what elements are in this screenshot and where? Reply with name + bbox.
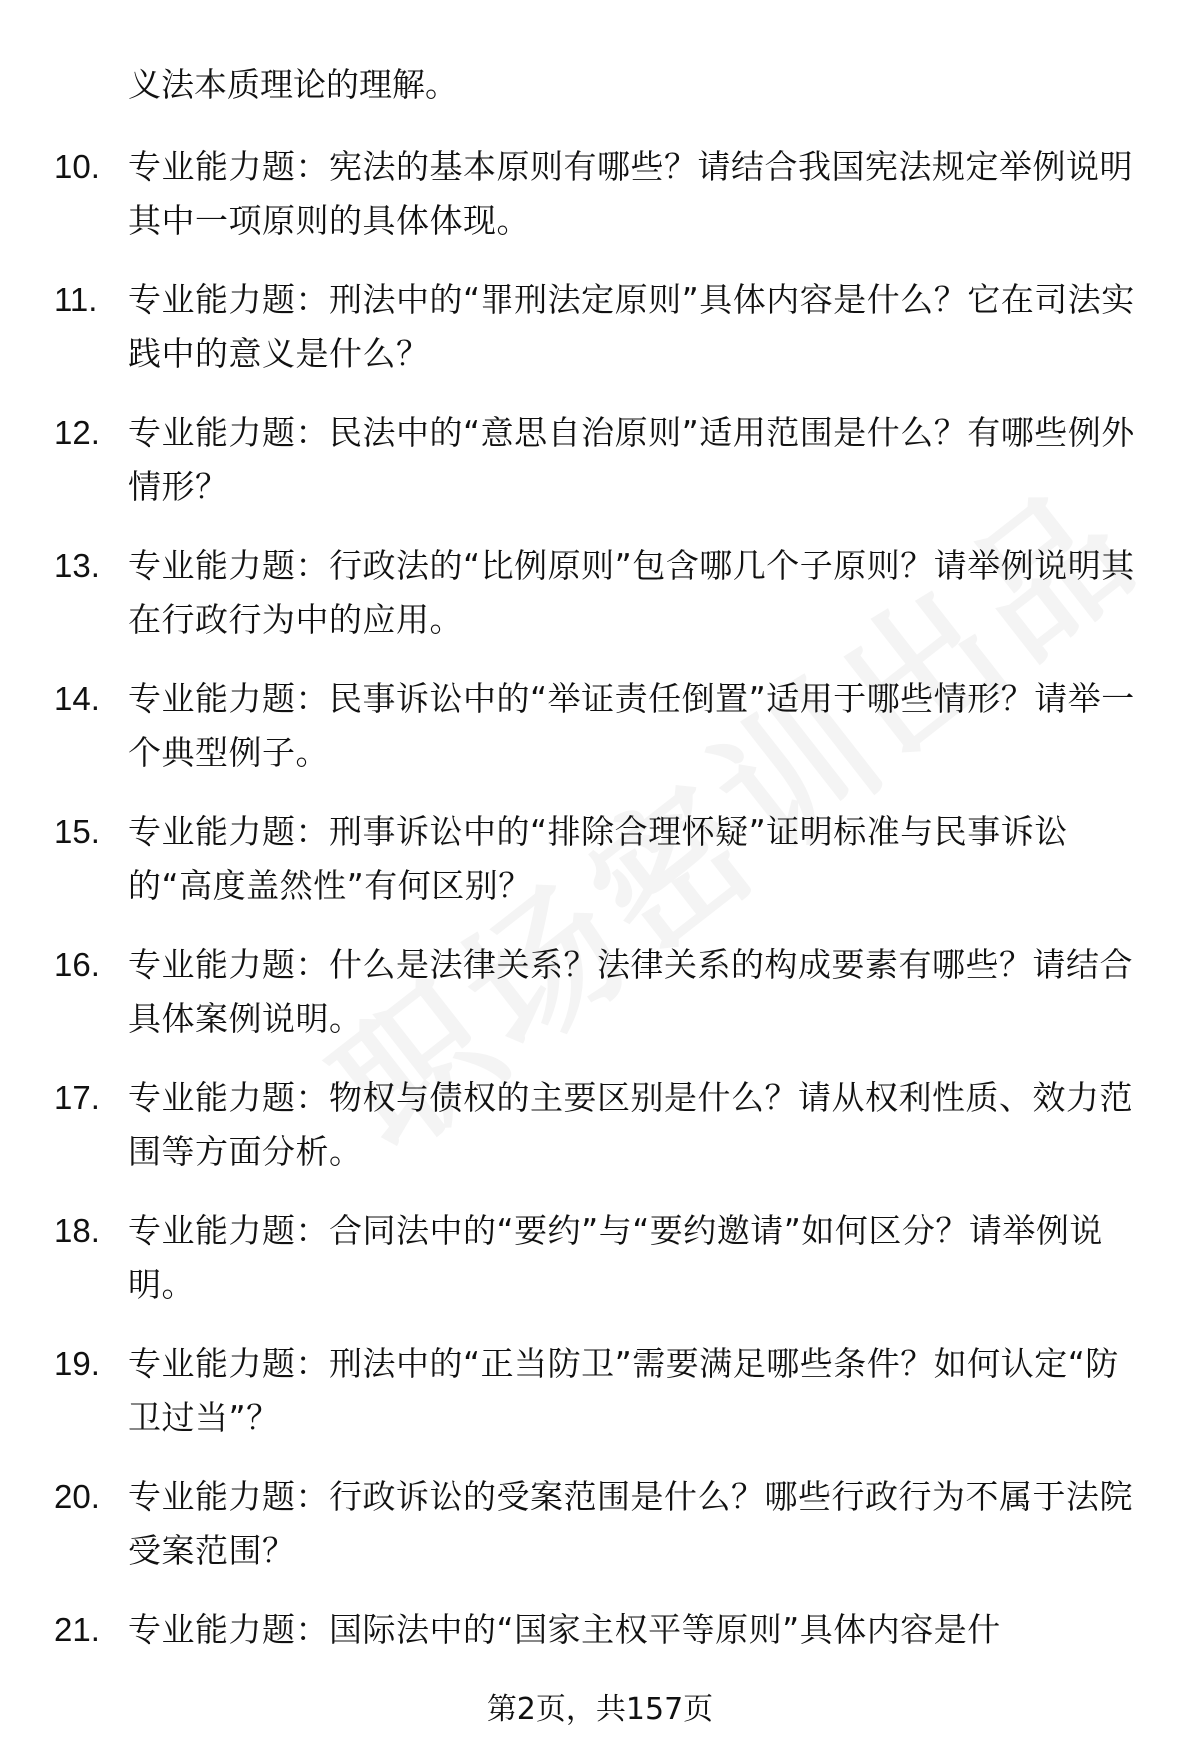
list-item [0,273,1200,381]
list-item [0,1603,1200,1657]
item-number: 14. [54,680,100,717]
list-item [0,1337,1200,1445]
question-list [0,140,1200,1682]
item-text: 专业能力题：民法中的“意思自治原则”适用范围是什么？有哪些例外情形？ [128,413,1135,506]
list-item [0,406,1200,514]
list-item [0,672,1200,780]
item-text: 专业能力题：宪法的基本原则有哪些？请结合我国宪法规定举例说明其中一项原则的具体体现。 [128,147,1133,240]
list-item [0,938,1200,1046]
list-item [0,140,1200,248]
item-number: 12. [54,414,100,451]
item-number: 11. [54,281,98,318]
item-text: 专业能力题：行政诉讼的受案范围是什么？哪些行政行为不属于法院受案范围？ [128,1477,1133,1570]
item-text: 专业能力题：刑事诉讼中的“排除合理怀疑”证明标准与民事诉讼的“高度盖然性”有何区别？ [128,812,1068,905]
item-number: 10. [54,148,100,185]
list-item [0,1204,1200,1312]
item-number: 18. [54,1212,100,1249]
item-text: 专业能力题：行政法的“比例原则”包含哪几个子原则？请举例说明其在行政行为中的应用。 [128,546,1135,639]
item-number: 15. [54,813,100,850]
list-item [0,539,1200,647]
item-text: 专业能力题：刑法中的“正当防卫”需要满足哪些条件？如何认定“防卫过当”？ [128,1344,1119,1437]
item-text: 专业能力题：民事诉讼中的“举证责任倒置”适用于哪些情形？请举一个典型例子。 [128,679,1135,772]
item-text: 专业能力题：国际法中的“国家主权平等原则”具体内容是什 [128,1610,1001,1649]
item-number: 19. [54,1345,100,1382]
continued-text: 义法本质理论的理解。 [128,65,458,104]
list-item [0,1470,1200,1578]
item-number: 17. [54,1079,100,1116]
list-item [0,805,1200,913]
item-text: 专业能力题：什么是法律关系？法律关系的构成要素有哪些？请结合具体案例说明。 [128,945,1133,1038]
item-text: 专业能力题：物权与债权的主要区别是什么？请从权利性质、效力范围等方面分析。 [128,1078,1133,1171]
item-number: 13. [54,547,100,584]
list-item [0,1071,1200,1179]
item-text: 专业能力题：合同法中的“要约”与“要约邀请”如何区分？请举例说明。 [128,1211,1103,1304]
item-number: 20. [54,1478,100,1515]
item-text: 专业能力题：刑法中的“罪刑法定原则”具体内容是什么？它在司法实践中的意义是什么？ [128,280,1135,373]
item-number: 16. [54,946,100,983]
page-footer: 第2页，共157页 [486,1692,714,1727]
item-number: 21. [54,1611,100,1648]
